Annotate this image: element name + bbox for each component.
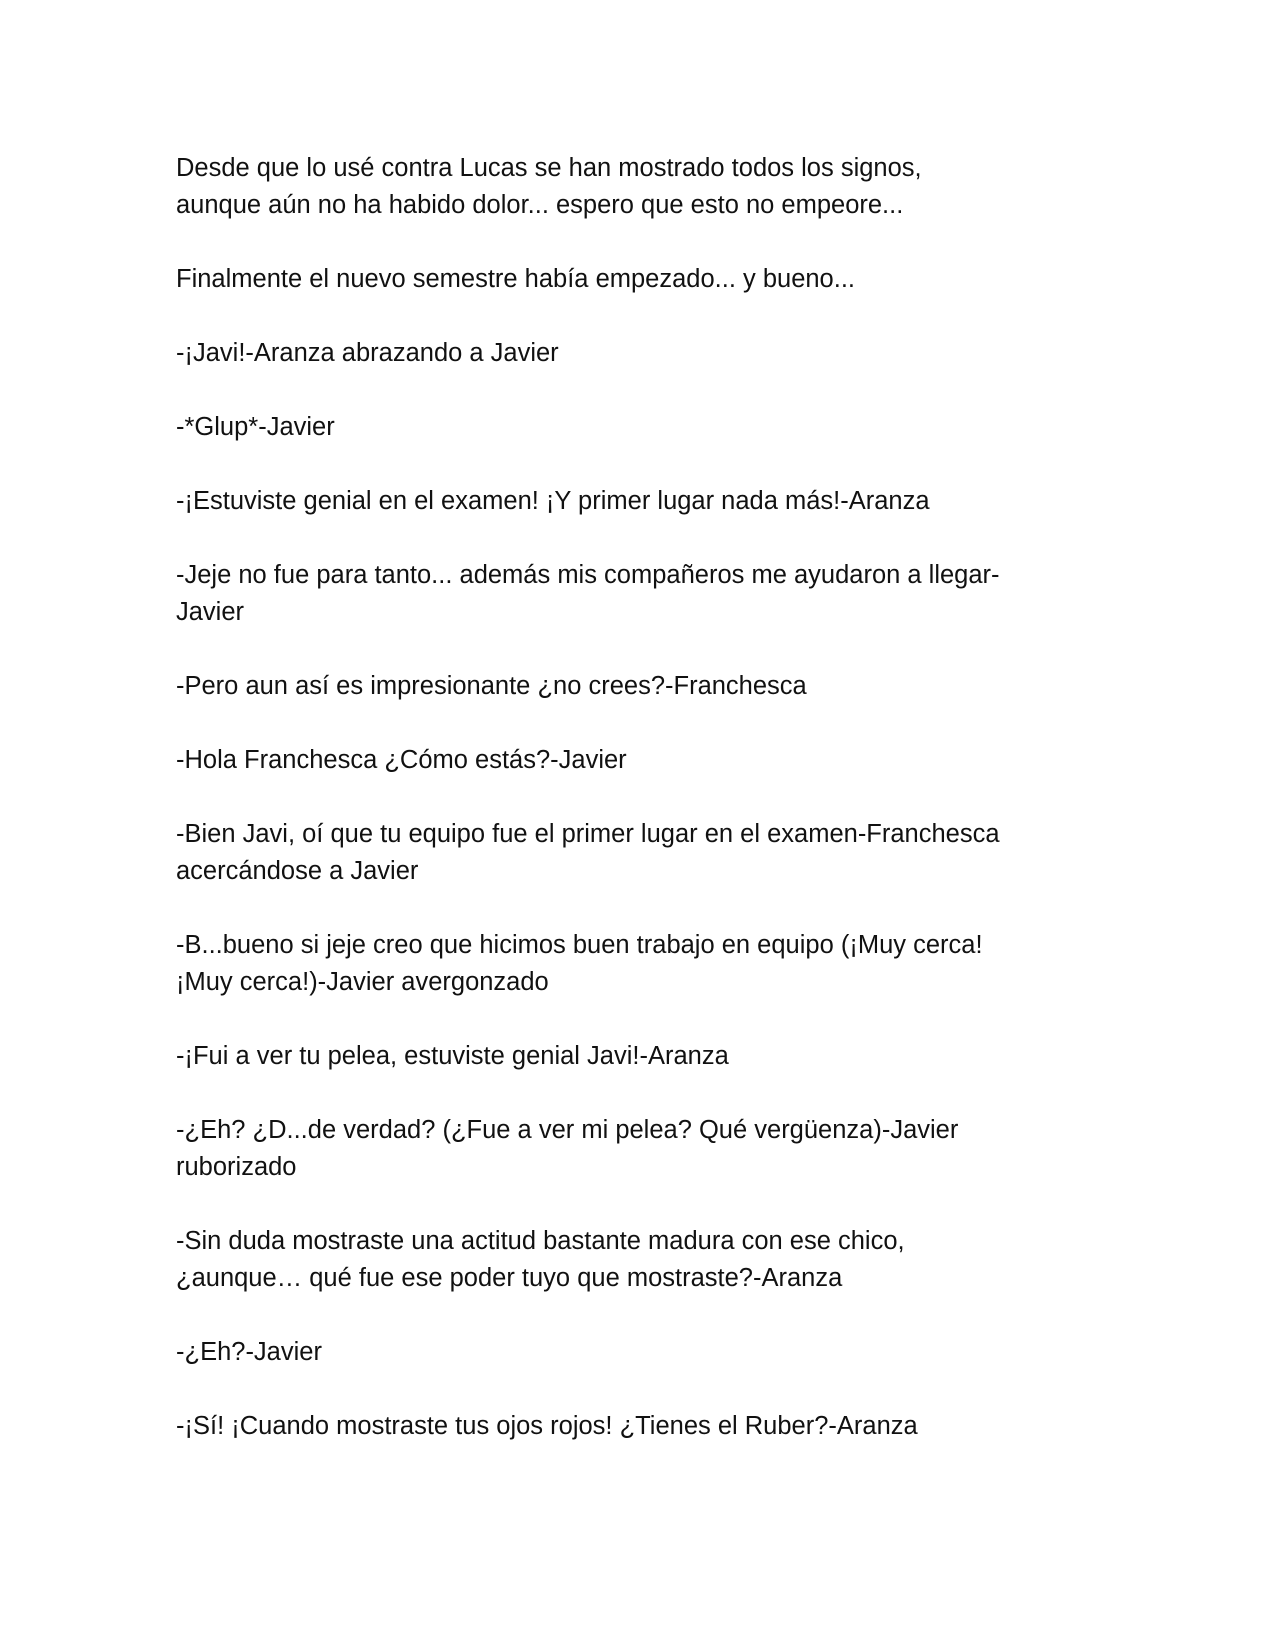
paragraph-4 <box>176 409 1096 446</box>
text-line: Desde que lo usé contra Lucas se han mostrado todos los signos, <box>176 154 922 182</box>
paragraph-3 <box>176 335 1096 372</box>
text-line: -B...bueno si jeje creo que hicimos buen trabajo en equipo (¡Muy cerca! <box>176 931 983 959</box>
text-line: -Sin duda mostraste una actitud bastante madura con ese chico, <box>176 1227 905 1255</box>
text-line: -Pero aun así es impresionante ¿no crees?-Franchesca <box>176 672 807 700</box>
paragraph-7 <box>176 668 1096 705</box>
text-line: -Bien Javi, oí que tu equipo fue el primer lugar en el examen-Franchesca <box>176 820 1000 848</box>
text-line: ¡Muy cerca!)-Javier avergonzado <box>176 968 549 996</box>
text-line: -*Glup*-Javier <box>176 413 335 441</box>
text-line: -¡Fui a ver tu pelea, estuviste genial Javi!-Aranza <box>176 1042 729 1070</box>
text-line: Finalmente el nuevo semestre había empezado... y bueno... <box>176 265 855 293</box>
paragraph-5 <box>176 483 1096 520</box>
text-line: -Jeje no fue para tanto... además mis compañeros me ayudaron a llegar- <box>176 561 1000 589</box>
text-line: ruborizado <box>176 1153 297 1181</box>
paragraph-12 <box>176 1112 1096 1186</box>
text-line: aunque aún no ha habido dolor... espero que esto no empeore... <box>176 191 904 219</box>
text-line: -¿Eh?-Javier <box>176 1338 322 1366</box>
text-line: -Hola Franchesca ¿Cómo estás?-Javier <box>176 746 627 774</box>
paragraph-14 <box>176 1334 1096 1371</box>
document-page <box>176 150 1096 1482</box>
text-line: -¡Estuviste genial en el examen! ¡Y primer lugar nada más!-Aranza <box>176 487 930 515</box>
text-line: acercándose a Javier <box>176 857 419 885</box>
paragraph-9 <box>176 816 1096 890</box>
text-line: -¡Sí! ¡Cuando mostraste tus ojos rojos! ¿Tienes el Ruber?-Aranza <box>176 1412 918 1440</box>
text-line: Javier <box>176 598 245 626</box>
paragraph-8 <box>176 742 1096 779</box>
paragraph-1 <box>176 150 1096 224</box>
paragraph-11 <box>176 1038 1096 1075</box>
text-line: -¡Javi!-Aranza abrazando a Javier <box>176 339 559 367</box>
paragraph-15 <box>176 1408 1096 1445</box>
paragraph-6 <box>176 557 1096 631</box>
paragraph-13 <box>176 1223 1096 1297</box>
paragraph-2 <box>176 261 1096 298</box>
text-line: ¿aunque… qué fue ese poder tuyo que mostraste?-Aranza <box>176 1264 843 1292</box>
paragraph-10 <box>176 927 1096 1001</box>
text-line: -¿Eh? ¿D...de verdad? (¿Fue a ver mi pelea? Qué vergüenza)-Javier <box>176 1116 959 1144</box>
